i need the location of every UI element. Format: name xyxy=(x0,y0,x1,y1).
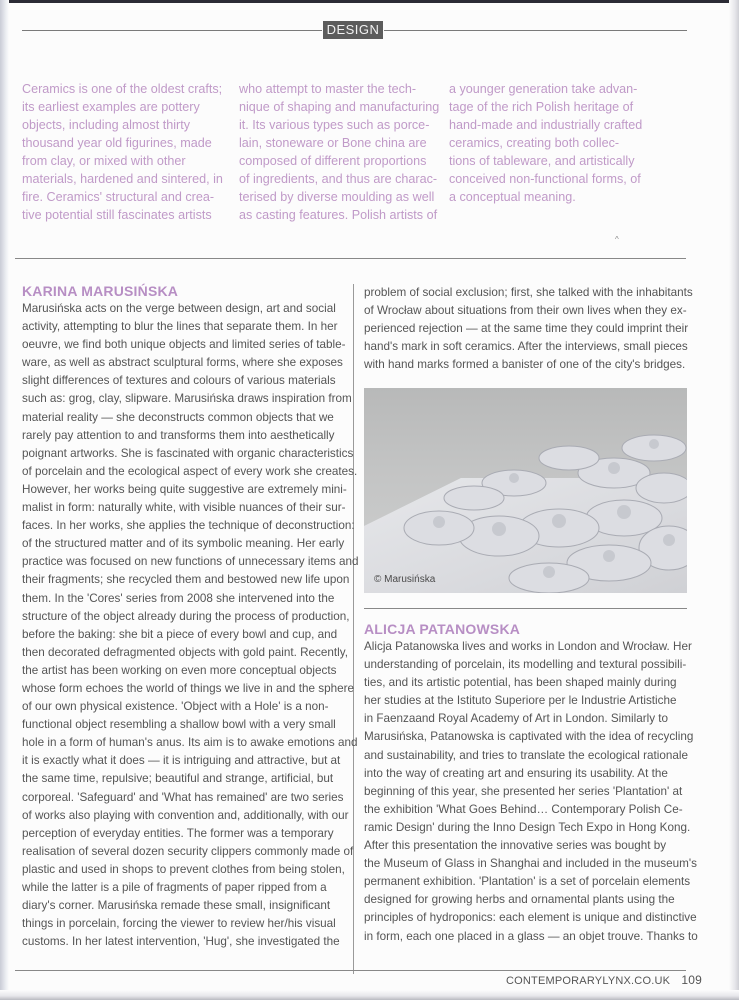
body-line: After this presentation the innovative series was bought by xyxy=(364,839,667,853)
body-line: faces. In her works, she applies the technique of deconstruction: xyxy=(22,519,355,533)
article-body-marusinska-continued xyxy=(364,284,693,374)
intro-line: tions of tableware, and artistically xyxy=(449,154,635,168)
body-line: of our own physical existence. 'Object with a Hole' is a non- xyxy=(22,700,329,714)
section-tag: DESIGN xyxy=(323,21,383,39)
body-line: problem of social exclusion; first, she talked with the inhabitants xyxy=(364,286,693,299)
intro-line: its earliest examples are pottery xyxy=(22,100,200,114)
intro-line: terised by diverse moulding as well xyxy=(239,190,435,204)
body-line: her studies at the Istituto Superiore per le Industrie Artistiche xyxy=(364,694,677,708)
body-line: the same time, repulsive; beautiful and strange, artificial, but xyxy=(22,772,334,786)
body-line: of the structured matter and of its symbolic meaning. Her early xyxy=(22,537,345,551)
intro-line: lain, stoneware or Bone china are xyxy=(239,136,427,150)
body-line: Marusińska acts on the verge between design, art and social xyxy=(22,302,336,315)
body-line: activity, attempting to blur the lines that separate them. In her xyxy=(22,320,338,334)
intro-line: it. Its various types such as porce- xyxy=(239,118,430,132)
body-line: before the baking: she bit a piece of every bowl and cup, and xyxy=(22,627,338,641)
intro-column-1 xyxy=(22,80,232,224)
body-line: understanding of porcelain, its modelling and textural possibili- xyxy=(364,658,687,672)
body-line: the exhibition 'What Goes Behind… Contemporary Polish Ce- xyxy=(364,802,683,816)
footer-rule xyxy=(15,970,686,971)
intro-line: a conceptual meaning. xyxy=(449,190,576,204)
article-body-patanowska xyxy=(364,638,698,946)
header-rule-left xyxy=(22,30,322,31)
artist-heading-patanowska: ALICJA PATANOWSKA xyxy=(364,621,521,637)
body-line: such as: grog, clay, slipware. Marusińska draws inspiration from xyxy=(22,392,352,406)
header-rule-right xyxy=(384,30,687,31)
body-line: and sustainability, and tries to translate the ecological rationale xyxy=(364,748,688,762)
body-line: corporeal. 'Safeguard' and 'What has remained' are two series xyxy=(22,790,344,804)
body-line: of Wrocław about situations from their own lives when they ex- xyxy=(364,304,687,318)
intro-line: Ceramics is one of the oldest crafts; xyxy=(22,82,223,96)
body-line: their fragments; she recycled them and bestowed new life upon xyxy=(22,573,350,587)
intro-line: of ingredients, and thus are charac- xyxy=(239,172,438,186)
body-line: slight differences of textures and colours of various materials xyxy=(22,374,336,388)
intro-line: composed of different proportions xyxy=(239,154,427,168)
body-line: malist in form: naturally white, with visible nuances of their sur- xyxy=(22,501,346,515)
body-line: it is exactly what it does — it is intriguing and attractive, but at xyxy=(22,754,341,768)
body-line: plastic and used in shops to prevent clothes from being stolen, xyxy=(22,862,345,876)
intro-line: as casting features. Polish artists of xyxy=(239,208,438,222)
body-line: practice was focused on new functions of unnecessary items and xyxy=(22,555,359,569)
body-line: customs. In her latest intervention, 'Hug', she investigated the xyxy=(22,935,340,949)
intro-line: nique of shaping and manufacturing xyxy=(239,100,440,114)
artist-heading-marusinska: KARINA MARUSIŃSKA xyxy=(22,283,179,299)
body-line: of porcelain and the ecological aspect of every work she creates. xyxy=(22,464,358,478)
intro-column-2 xyxy=(239,80,449,224)
page-number: 109 xyxy=(681,973,703,987)
body-line: ties, and its artistic potential, has been shaped mainly during xyxy=(364,676,677,690)
intro-line: conceived non-functional forms, of xyxy=(449,172,641,186)
porcelain-pieces-illustration xyxy=(364,388,687,593)
page-top-edge xyxy=(0,0,739,3)
intro-line: hand-made and industrially crafted xyxy=(449,118,643,132)
intro-line: materials, hardened and sintered, in xyxy=(22,172,223,186)
intro-line: objects, including almost thirty xyxy=(22,118,190,132)
body-line: in form, each one placed in a glass — an objet trouve. Thanks to xyxy=(364,929,698,943)
body-line: into the way of creating art and ensuring its usability. At the xyxy=(364,766,668,780)
page-footer xyxy=(506,973,702,987)
print-mark: ^ xyxy=(615,235,619,244)
body-line: diary's corner. Marusińska remade these small, insignificant xyxy=(22,899,331,913)
intro-line: tage of the rich Polish heritage of xyxy=(449,100,634,114)
page-gutter-shadow xyxy=(0,0,9,1000)
intro-line: who attempt to master the tech- xyxy=(239,82,417,96)
artwork-photo xyxy=(364,388,687,593)
body-line: hand's mark in soft ceramics. After the interviews, small pieces xyxy=(364,340,688,354)
page-bottom-edge xyxy=(0,990,739,1000)
body-line: principles of hydroponics: each element is unique and distinctive xyxy=(364,911,697,925)
article-body-marusinska xyxy=(22,300,359,951)
photo-credit: © Marusińska xyxy=(374,574,436,585)
body-line: then decorated defragmented objects with gold paint. Recently, xyxy=(22,645,348,659)
body-line: However, her works being quite suggestive are extremely mini- xyxy=(22,482,347,496)
photo-divider xyxy=(364,608,687,609)
body-line: oeuvre, we find both unique objects and limited series of table- xyxy=(22,338,346,352)
intro-line: thousand year old figurines, made xyxy=(22,136,212,150)
body-line: hole in a form of human's anus. Its aim is to awake emotions and xyxy=(22,736,358,750)
body-line: structure of the object already during the process of production, xyxy=(22,609,350,623)
body-line: with hand marks formed a banister of one of the city's bridges. xyxy=(364,358,686,372)
body-line: in Faenzaand Royal Academy of Art in London. Similarly to xyxy=(364,712,669,726)
intro-column-3 xyxy=(449,80,659,206)
body-line: ramic Design' during the Inno Design Tech Expo in Hong Kong. xyxy=(364,820,691,834)
body-line: perception of everyday entities. The former was a temporary xyxy=(22,826,334,840)
body-line: of works also playing with convention and, additionally, with our xyxy=(22,808,349,822)
body-line: Marusińska, Patanowska is captivated with the idea of recycling xyxy=(364,730,694,744)
body-line: material reality — she deconstructs common objects that we xyxy=(22,410,334,424)
body-line: functional object resembling a shallow bowl with a very small xyxy=(22,718,336,732)
intro-line: a younger generation take advan- xyxy=(449,82,638,96)
body-line: perienced rejection — at the same time they could imprint their xyxy=(364,322,689,336)
body-line: permanent exhibition. 'Plantation' is a set of porcelain elements xyxy=(364,875,691,889)
body-line: the artist has been working on even more conceptual objects xyxy=(22,663,337,677)
body-line: them. In the 'Cores' series from 2008 she intervened into the xyxy=(22,591,335,605)
section-divider xyxy=(15,258,686,259)
body-line: Alicja Patanowska lives and works in London and Wrocław. Her xyxy=(364,640,692,653)
body-line: while the latter is a pile of fragments of paper ripped from a xyxy=(22,881,327,894)
intro-line: ceramics, creating both collec- xyxy=(449,136,620,150)
body-line: rarely pay attention to and transforms them into aesthetically xyxy=(22,428,335,442)
body-line: ware, as well as abstract sculptural forms, where she exposes xyxy=(22,356,343,370)
body-line: designed for growing herbs and ornamental plants using the xyxy=(364,893,675,907)
body-line: whose form echoes the world of things we live in and the sphere xyxy=(22,681,354,695)
body-line: things in porcelain, forcing the viewer to review her/his visual xyxy=(22,917,336,931)
intro-line: from clay, or mixed with other xyxy=(22,154,186,168)
page-right-edge xyxy=(729,0,739,1000)
body-line: realisation of several dozen security clippers commonly made of xyxy=(22,844,354,858)
body-line: poignant artworks. She is fascinated with organic characteristics xyxy=(22,446,354,460)
body-line: the Museum of Glass in Shanghai and included in the museum's xyxy=(364,857,697,871)
footer-site: CONTEMPORARYLYNX.CO.UK xyxy=(506,975,671,987)
intro-line: fire. Ceramics' structural and crea- xyxy=(22,190,215,204)
intro-line: tive potential still fascinates artists xyxy=(22,208,212,222)
body-line: beginning of this year, she presented her series 'Plantation' at xyxy=(364,784,683,798)
